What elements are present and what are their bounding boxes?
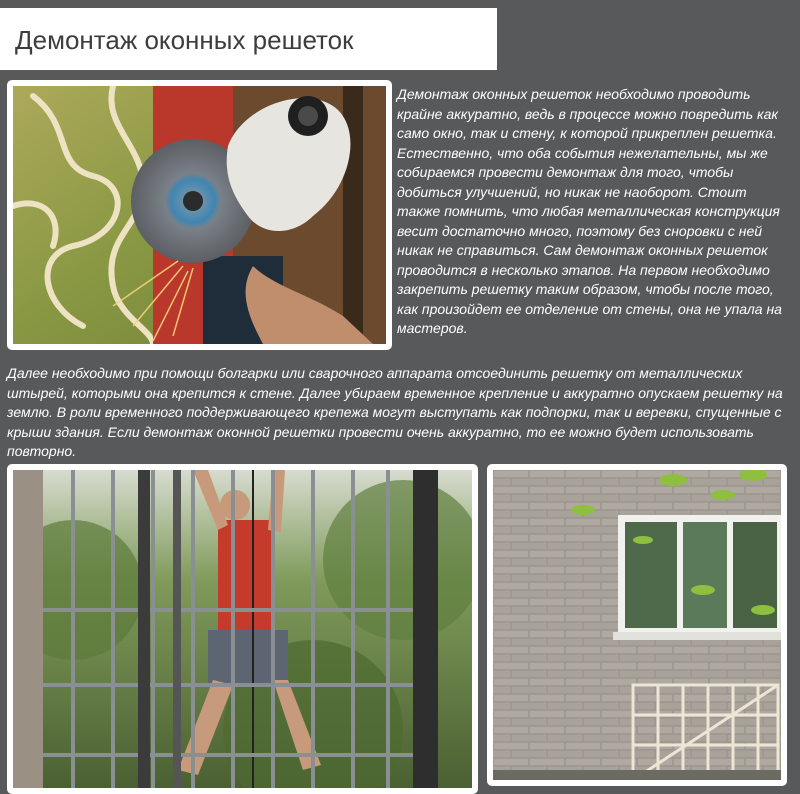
photo-worker-on-grille <box>13 470 472 788</box>
page-title: Демонтаж оконных решеток <box>15 25 354 55</box>
steps-paragraph: Далее необходимо при помощи болгарки или сварочного аппарата отсоединить решетку от металлических штырей, которыми она крепится к стене. Далее убираем временное крепление и аккуратно опускаем решетку на землю. В роли временного поддерживающего крепежа могут выступать как подпорки, так и веревки, спущенные с крыши здания. Если демонтаж оконной решетки провести очень аккуратно, то ее можно будет использовать повторно. <box>7 365 783 459</box>
photo-brick-wall-with-window <box>493 470 781 780</box>
title-banner <box>0 8 497 70</box>
photo-wall-frame <box>487 464 787 786</box>
photo-grinder-cutting-grille <box>13 86 386 344</box>
photo-climber-frame <box>7 464 478 794</box>
photo-grinder-frame <box>7 80 392 350</box>
intro-paragraph: Демонтаж оконных решеток необходимо проводить крайне аккуратно, ведь в процессе можно повредить как само окно, так и стену, к которой прикреплен решетка. Естественно, что оба события нежелательны, мы же собираемся провести демонтаж для того, чтобы добиться улучшений, но никак не наоборот. Стоит также помнить, что любая металлическая конструкция весит достаточно много, поэтому без сноровки с ней никак не справиться. Сам демонтаж оконных решеток проводится в несколько этапов. На первом необходимо закрепить решетку таким образом, чтобы после того, как произойдет ее отделение от стены, она не упала на мастеров. <box>397 86 782 336</box>
